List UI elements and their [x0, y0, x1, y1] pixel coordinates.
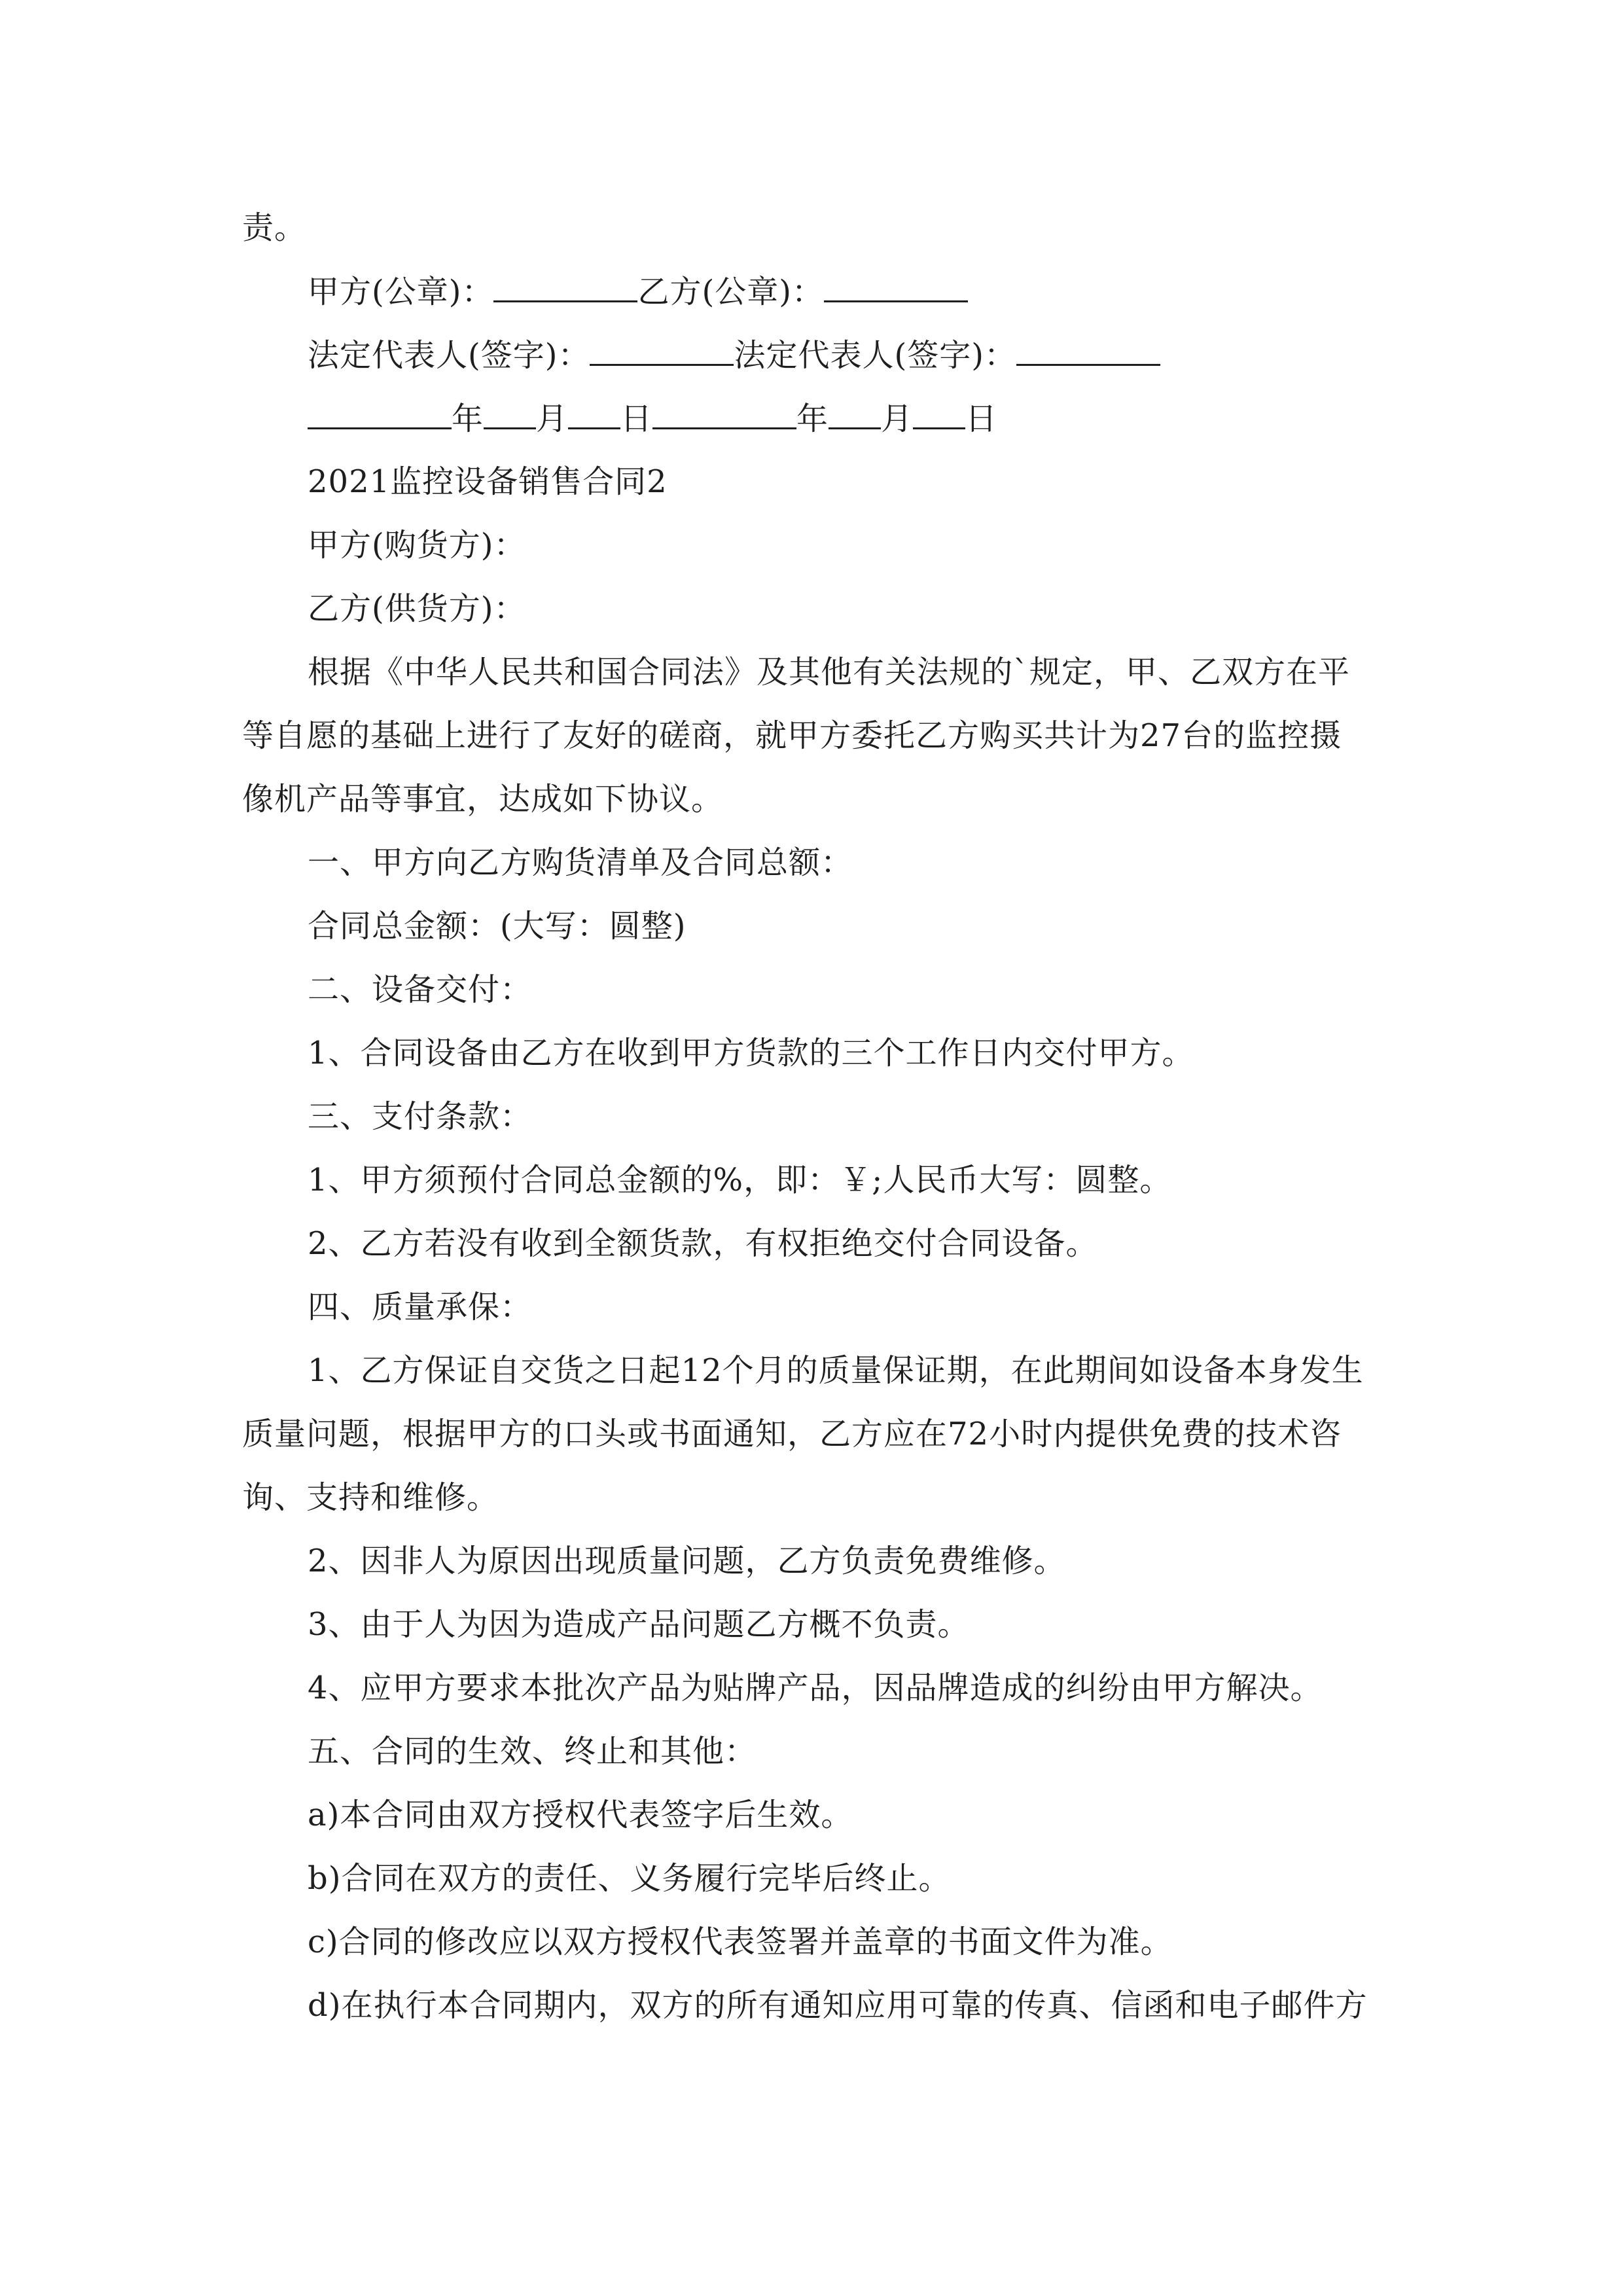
date-a-day-blank [568, 399, 620, 429]
party-b-seal-label: 乙方(公章)： [637, 274, 824, 310]
date-a-year-label: 年 [452, 401, 484, 437]
date-a-month-blank [484, 399, 536, 429]
date-b-year-blank [652, 399, 796, 429]
party-b-label: 乙方(供货方)： [308, 590, 526, 627]
date-b-month-blank [829, 399, 881, 429]
party-a-rep-label: 法定代表人(签字)： [308, 337, 590, 374]
party-b-rep-blank [1016, 335, 1160, 366]
clause-line: 2、因非人为原因出现质量问题，乙方负责免费维修。 [308, 1543, 1066, 1579]
clause-line: 三、支付条款： [308, 1098, 533, 1135]
date-a-day-label: 日 [620, 401, 653, 437]
clause-line: 四、质量承保： [308, 1289, 533, 1325]
clause-line: 询、支持和维修。 [242, 1479, 499, 1516]
clause-line: 4、应甲方要求本批次产品为贴牌产品，因品牌造成的纠纷由甲方解决。 [308, 1670, 1323, 1706]
clause-line: c)合同的修改应以双方授权代表签署并盖章的书面文件为准。 [308, 1924, 1173, 1960]
preamble-line: 根据《中华人民共和国合同法》及其他有关法规的`规定，甲、乙双方在平 [308, 654, 1351, 691]
date-b-day-label: 日 [965, 401, 998, 437]
clause-line: 1、合同设备由乙方在收到甲方货款的三个工作日内交付甲方。 [308, 1035, 1194, 1071]
clause-line: 质量问题，根据甲方的口头或书面通知，乙方应在72小时内提供免费的技术咨 [242, 1416, 1342, 1452]
signature-rep-line [308, 335, 1160, 375]
clause-line: b)合同在双方的责任、义务履行完毕后终止。 [308, 1860, 951, 1897]
preamble-line: 像机产品等事宜，达成如下协议。 [242, 781, 724, 817]
contract-title: 2021监控设备销售合同2 [308, 463, 668, 500]
date-a-year-blank [308, 399, 452, 429]
clause-line: 2、乙方若没有收到全额货款，有权拒绝交付合同设备。 [308, 1225, 1098, 1262]
party-a-label: 甲方(购货方)： [308, 527, 526, 564]
clause-line: 3、由于人为因为造成产品问题乙方概不负责。 [308, 1606, 970, 1643]
date-b-month-label: 月 [881, 401, 914, 437]
party-a-seal-blank [493, 272, 637, 302]
clause-line: a)本合同由双方授权代表签字后生效。 [308, 1797, 853, 1833]
party-a-seal-label: 甲方(公章)： [308, 274, 494, 310]
clause-line: 1、甲方须预付合同总金额的%，即：￥;人民币大写：圆整。 [308, 1162, 1172, 1198]
party-a-rep-blank [590, 335, 734, 366]
clause-line: 五、合同的生效、终止和其他： [308, 1733, 757, 1770]
clause-line: 一、甲方向乙方购货清单及合同总额： [308, 844, 853, 881]
clause-line: 二、设备交付： [308, 971, 533, 1008]
date-b-year-label: 年 [796, 401, 829, 437]
clause-line: 合同总金额：(大写：圆整) [308, 908, 687, 944]
party-b-seal-blank [824, 272, 968, 302]
date-a-month-label: 月 [536, 401, 569, 437]
signature-seal-line [308, 272, 968, 312]
clause-line: 1、乙方保证自交货之日起12个月的质量保证期，在此期间如设备本身发生 [308, 1352, 1364, 1389]
carryover-text: 责。 [242, 209, 307, 246]
party-b-rep-label: 法定代表人(签字)： [734, 337, 1016, 374]
signature-date-line [308, 399, 997, 439]
date-b-day-blank [913, 399, 965, 429]
preamble-line: 等自愿的基础上进行了友好的磋商，就甲方委托乙方购买共计为27台的监控摄 [242, 717, 1342, 754]
clause-line: d)在执行本合同期内，双方的所有通知应用可靠的传真、信函和电子邮件方 [308, 1987, 1368, 2024]
